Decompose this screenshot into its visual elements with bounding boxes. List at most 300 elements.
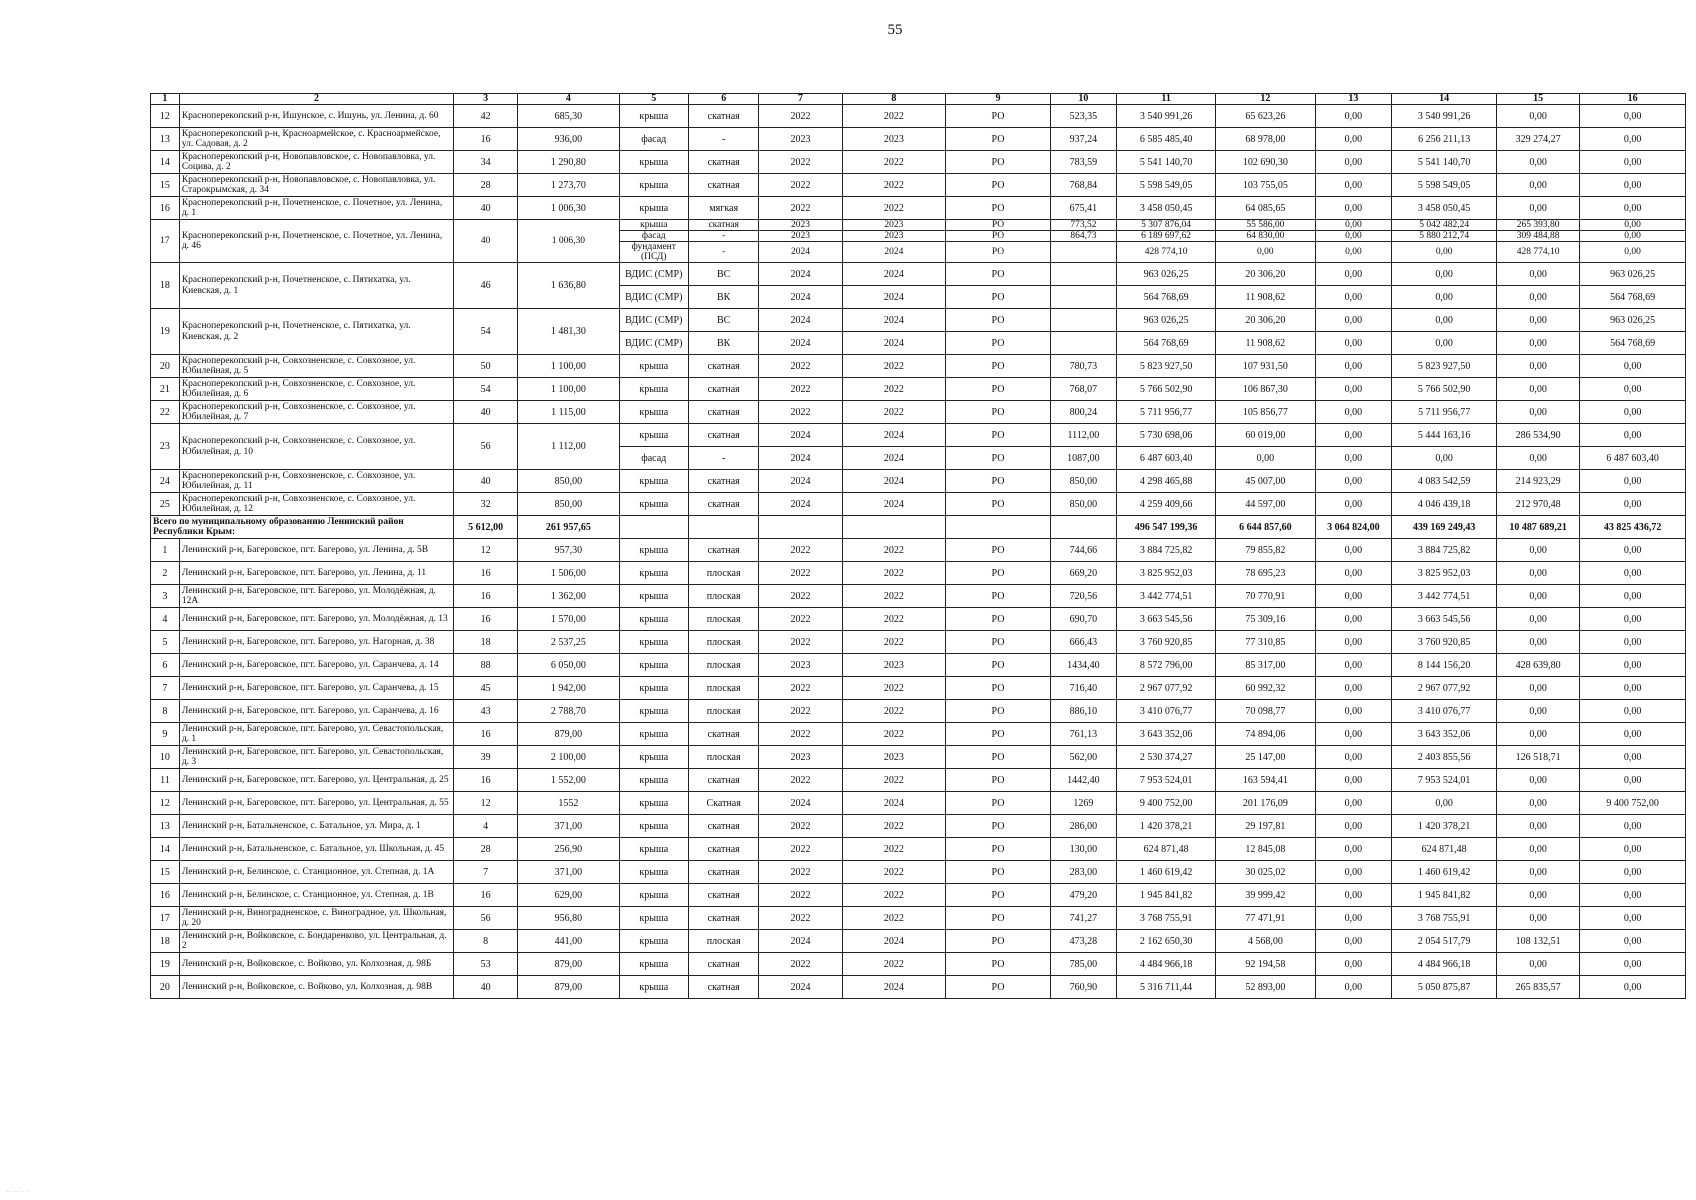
data-cell-14: 3 643 352,06 <box>1392 723 1497 746</box>
data-cell-6: плоская <box>688 562 758 585</box>
data-cell-9: РО <box>946 332 1051 355</box>
data-cell-5: фасад <box>619 447 688 470</box>
data-cell-12: 163 594,41 <box>1216 769 1315 792</box>
header-cell-13: 13 <box>1315 94 1392 105</box>
data-cell-6: скатная <box>688 723 758 746</box>
data-cell-5: крыша <box>619 769 688 792</box>
data-cell-9: РО <box>946 242 1051 263</box>
header-cell-7: 7 <box>759 94 842 105</box>
data-cell-12: 44 597,00 <box>1216 493 1315 516</box>
data-cell-16: 0,00 <box>1580 105 1686 128</box>
row-number: 12 <box>151 105 180 128</box>
data-cell-5: крыша <box>619 700 688 723</box>
data-cell-14: 3 442 774,51 <box>1392 585 1497 608</box>
data-cell-16: 564 768,69 <box>1580 286 1686 309</box>
area-cell: 371,00 <box>518 861 619 884</box>
data-cell-13: 0,00 <box>1315 493 1392 516</box>
apartments-cell: 16 <box>454 608 518 631</box>
data-cell-6: скатная <box>688 769 758 792</box>
apartments-cell: 45 <box>454 677 518 700</box>
data-cell-7: 2024 <box>759 309 842 332</box>
data-cell-10 <box>1050 309 1116 332</box>
data-cell-8: 2024 <box>842 470 946 493</box>
data-cell-9: РО <box>946 424 1051 447</box>
data-cell-11: 5 541 140,70 <box>1116 151 1215 174</box>
table-row <box>151 151 1686 174</box>
data-cell-11: 9 400 752,00 <box>1116 792 1215 815</box>
apartments-cell: 34 <box>454 151 518 174</box>
data-cell-5: крыша <box>619 401 688 424</box>
data-cell-10: 479,20 <box>1050 884 1116 907</box>
data-cell-11: 5 823 927,50 <box>1116 355 1215 378</box>
data-cell-15: 428 639,80 <box>1496 654 1579 677</box>
data-cell-6: скатная <box>688 378 758 401</box>
table-row <box>151 677 1686 700</box>
data-cell-9: РО <box>946 220 1051 231</box>
data-cell-14: 0,00 <box>1392 263 1497 286</box>
header-cell-14: 14 <box>1392 94 1497 105</box>
address-cell: Красноперекопский р-н, Почетненское, с. Почетное, ул. Ленина, д. 46 <box>179 220 453 263</box>
data-cell-7: 2024 <box>759 930 842 953</box>
row-number: 12 <box>151 792 180 815</box>
area-cell: 1552 <box>518 792 619 815</box>
data-cell-8: 2022 <box>842 953 946 976</box>
data-cell-13: 0,00 <box>1315 930 1392 953</box>
data-cell-9: РО <box>946 677 1051 700</box>
data-cell-9: РО <box>946 907 1051 930</box>
data-cell-12: 52 893,00 <box>1216 976 1315 999</box>
data-cell-15: 0,00 <box>1496 562 1579 585</box>
data-cell-8: 2023 <box>842 128 946 151</box>
data-cell-12: 45 007,00 <box>1216 470 1315 493</box>
data-cell-5: фасад <box>619 128 688 151</box>
data-cell-11: 1 460 619,42 <box>1116 861 1215 884</box>
data-cell-13: 0,00 <box>1315 976 1392 999</box>
header-cell-9: 9 <box>946 94 1051 105</box>
data-cell-5: крыша <box>619 608 688 631</box>
area-cell: 1 570,00 <box>518 608 619 631</box>
data-cell-11: 3 884 725,82 <box>1116 539 1215 562</box>
data-cell-13: 0,00 <box>1315 677 1392 700</box>
table-row <box>151 585 1686 608</box>
data-cell-7: 2024 <box>759 263 842 286</box>
data-cell-8: 2022 <box>842 815 946 838</box>
data-cell-13: 0,00 <box>1315 884 1392 907</box>
data-cell-15: 0,00 <box>1496 953 1579 976</box>
data-cell-5: крыша <box>619 792 688 815</box>
data-cell-5: ВДИС (СМР) <box>619 332 688 355</box>
address-cell: Красноперекопский р-н, Ишунское, с. Ишунь, ул. Ленина, д. 60 <box>179 105 453 128</box>
apartments-cell: 39 <box>454 746 518 769</box>
data-cell-12: 79 855,82 <box>1216 539 1315 562</box>
data-cell-7: 2022 <box>759 174 842 197</box>
data-cell-13: 0,00 <box>1315 815 1392 838</box>
data-cell-12: 74 894,06 <box>1216 723 1315 746</box>
data-cell-9: РО <box>946 930 1051 953</box>
data-cell-13: 0,00 <box>1315 792 1392 815</box>
data-cell-9: РО <box>946 263 1051 286</box>
data-cell-7: 2024 <box>759 493 842 516</box>
data-cell-11: 624 871,48 <box>1116 838 1215 861</box>
data-cell-9: РО <box>946 562 1051 585</box>
data-cell-10: 1434,40 <box>1050 654 1116 677</box>
data-cell-13: 0,00 <box>1315 723 1392 746</box>
data-cell-10: 130,00 <box>1050 838 1116 861</box>
data-cell-7: 2022 <box>759 769 842 792</box>
address-cell: Красноперекопский р-н, Новопавловское, с. Новопавловка, ул. Социва, д. 2 <box>179 151 453 174</box>
total-col15: 10 487 689,21 <box>1496 516 1579 539</box>
data-cell-5: крыша <box>619 562 688 585</box>
apartments-cell: 53 <box>454 953 518 976</box>
data-cell-6: скатная <box>688 907 758 930</box>
data-cell-10: 761,13 <box>1050 723 1116 746</box>
data-cell-14: 8 144 156,20 <box>1392 654 1497 677</box>
data-cell-8: 2024 <box>842 263 946 286</box>
area-cell: 1 362,00 <box>518 585 619 608</box>
data-cell-15: 0,00 <box>1496 378 1579 401</box>
data-cell-10: 716,40 <box>1050 677 1116 700</box>
table-row <box>151 309 1686 332</box>
data-cell-11: 8 572 796,00 <box>1116 654 1215 677</box>
data-cell-7: 2022 <box>759 838 842 861</box>
data-cell-8: 2024 <box>842 493 946 516</box>
data-cell-13: 0,00 <box>1315 631 1392 654</box>
data-cell-9: РО <box>946 151 1051 174</box>
row-number: 3 <box>151 585 180 608</box>
data-cell-8: 2022 <box>842 838 946 861</box>
data-cell-6: скатная <box>688 539 758 562</box>
data-cell-13: 0,00 <box>1315 197 1392 220</box>
data-cell-10: 937,24 <box>1050 128 1116 151</box>
data-cell-10: 744,66 <box>1050 539 1116 562</box>
data-cell-6: скатная <box>688 976 758 999</box>
data-cell-13: 0,00 <box>1315 332 1392 355</box>
data-cell-8: 2022 <box>842 608 946 631</box>
data-cell-12: 68 978,00 <box>1216 128 1315 151</box>
data-cell-11: 4 259 409,66 <box>1116 493 1215 516</box>
data-cell-7: 2024 <box>759 286 842 309</box>
data-cell-12: 60 019,00 <box>1216 424 1315 447</box>
data-cell-5: ВДИС (СМР) <box>619 286 688 309</box>
area-cell: 685,30 <box>518 105 619 128</box>
data-cell-10: 562,00 <box>1050 746 1116 769</box>
data-cell-10: 669,20 <box>1050 562 1116 585</box>
data-cell-10: 886,10 <box>1050 700 1116 723</box>
data-cell-5: крыша <box>619 654 688 677</box>
data-cell-8: 2022 <box>842 562 946 585</box>
area-cell: 850,00 <box>518 493 619 516</box>
area-cell: 1 006,30 <box>518 197 619 220</box>
address-cell: Ленинский р-н, Багеровское, пгт. Багерово, ул. Саранчева, д. 16 <box>179 700 453 723</box>
data-cell-13: 0,00 <box>1315 105 1392 128</box>
data-cell-12: 92 194,58 <box>1216 953 1315 976</box>
apartments-cell: 43 <box>454 700 518 723</box>
area-cell: 879,00 <box>518 976 619 999</box>
data-cell-7: 2022 <box>759 700 842 723</box>
table-row <box>151 493 1686 516</box>
data-cell-5: крыша <box>619 976 688 999</box>
data-cell-10: 800,24 <box>1050 401 1116 424</box>
data-cell-10: 1442,40 <box>1050 769 1116 792</box>
data-cell-11: 6 585 485,40 <box>1116 128 1215 151</box>
data-cell-14: 6 256 211,13 <box>1392 128 1497 151</box>
area-cell: 6 050,00 <box>518 654 619 677</box>
data-cell-14: 3 884 725,82 <box>1392 539 1497 562</box>
data-cell-12: 77 471,91 <box>1216 907 1315 930</box>
data-cell-16: 0,00 <box>1580 608 1686 631</box>
data-cell-9: РО <box>946 585 1051 608</box>
data-cell-9: РО <box>946 976 1051 999</box>
data-cell-15: 0,00 <box>1496 332 1579 355</box>
data-cell-12: 39 999,42 <box>1216 884 1315 907</box>
data-cell-9: РО <box>946 378 1051 401</box>
data-cell-7: 2022 <box>759 815 842 838</box>
total-col12: 6 644 857,60 <box>1216 516 1315 539</box>
data-cell-13: 0,00 <box>1315 562 1392 585</box>
data-cell-16: 0,00 <box>1580 242 1686 263</box>
data-cell-9: РО <box>946 654 1051 677</box>
apartments-cell: 8 <box>454 930 518 953</box>
table-row <box>151 723 1686 746</box>
table-row <box>151 263 1686 286</box>
table-row <box>151 838 1686 861</box>
table-row <box>151 700 1686 723</box>
data-cell-16: 0,00 <box>1580 723 1686 746</box>
data-cell-12: 65 623,26 <box>1216 105 1315 128</box>
data-cell-7: 2022 <box>759 861 842 884</box>
data-cell-7: 2022 <box>759 907 842 930</box>
data-cell-5: крыша <box>619 838 688 861</box>
table-row <box>151 197 1686 220</box>
data-cell-6: плоская <box>688 585 758 608</box>
data-cell-5: крыша <box>619 907 688 930</box>
row-number: 19 <box>151 309 180 355</box>
data-cell-9: РО <box>946 128 1051 151</box>
data-cell-12: 85 317,00 <box>1216 654 1315 677</box>
data-cell-10: 864,73 <box>1050 231 1116 242</box>
data-cell-16: 0,00 <box>1580 907 1686 930</box>
address-cell: Ленинский р-н, Багеровское, пгт. Багерово, ул. Ленина, д. 5В <box>179 539 453 562</box>
area-cell: 1 636,80 <box>518 263 619 309</box>
data-cell-10: 473,28 <box>1050 930 1116 953</box>
data-cell-12: 105 856,77 <box>1216 401 1315 424</box>
data-cell-13: 0,00 <box>1315 378 1392 401</box>
data-cell-16: 0,00 <box>1580 631 1686 654</box>
data-cell-14: 1 945 841,82 <box>1392 884 1497 907</box>
data-cell-15: 0,00 <box>1496 631 1579 654</box>
data-cell-14: 1 420 378,21 <box>1392 815 1497 838</box>
row-number: 16 <box>151 884 180 907</box>
data-cell-15: 214 923,29 <box>1496 470 1579 493</box>
data-cell-12: 60 992,32 <box>1216 677 1315 700</box>
data-cell-9: РО <box>946 105 1051 128</box>
row-number: 15 <box>151 861 180 884</box>
data-cell-13: 0,00 <box>1315 585 1392 608</box>
data-cell-14: 0,00 <box>1392 242 1497 263</box>
data-cell-7: 2022 <box>759 197 842 220</box>
row-number: 18 <box>151 930 180 953</box>
row-number: 13 <box>151 128 180 151</box>
data-cell-6: - <box>688 231 758 242</box>
data-cell-10: 1087,00 <box>1050 447 1116 470</box>
data-cell-15: 0,00 <box>1496 838 1579 861</box>
data-cell-9: РО <box>946 309 1051 332</box>
table-row <box>151 539 1686 562</box>
apartments-cell: 46 <box>454 263 518 309</box>
row-number: 2 <box>151 562 180 585</box>
data-cell-16: 0,00 <box>1580 976 1686 999</box>
address-cell: Ленинский р-н, Багеровское, пгт. Багерово, ул. Центральная, д. 25 <box>179 769 453 792</box>
data-cell-16: 0,00 <box>1580 231 1686 242</box>
data-cell-7: 2022 <box>759 105 842 128</box>
data-cell-11: 3 663 545,56 <box>1116 608 1215 631</box>
apartments-cell: 40 <box>454 220 518 263</box>
table-row <box>151 953 1686 976</box>
data-cell-8: 2024 <box>842 286 946 309</box>
address-cell: Красноперекопский р-н, Совхозненское, с. Совхозное, ул. Юбилейная, д. 5 <box>179 355 453 378</box>
address-cell: Красноперекопский р-н, Совхозненское, с. Совхозное, ул. Юбилейная, д. 7 <box>179 401 453 424</box>
data-cell-15: 265 835,57 <box>1496 976 1579 999</box>
data-cell-14: 3 540 991,26 <box>1392 105 1497 128</box>
data-cell-13: 0,00 <box>1315 746 1392 769</box>
data-cell-12: 77 310,85 <box>1216 631 1315 654</box>
data-cell-5: крыша <box>619 174 688 197</box>
scan-artifact: ·· ··· · · <box>6 1188 29 1196</box>
total-empty-6 <box>688 516 758 539</box>
data-cell-13: 0,00 <box>1315 861 1392 884</box>
data-cell-16: 0,00 <box>1580 654 1686 677</box>
data-cell-5: крыша <box>619 539 688 562</box>
header-cell-6: 6 <box>688 94 758 105</box>
table-row <box>151 631 1686 654</box>
data-cell-5: крыша <box>619 930 688 953</box>
data-cell-7: 2022 <box>759 953 842 976</box>
data-cell-6: скатная <box>688 105 758 128</box>
row-number: 20 <box>151 355 180 378</box>
data-cell-8: 2023 <box>842 654 946 677</box>
data-cell-11: 3 410 076,77 <box>1116 700 1215 723</box>
data-cell-11: 428 774,10 <box>1116 242 1215 263</box>
register-table <box>150 93 1686 999</box>
header-cell-3: 3 <box>454 94 518 105</box>
address-cell: Ленинский р-н, Багеровское, пгт. Багерово, ул. Саранчева, д. 14 <box>179 654 453 677</box>
table-row <box>151 792 1686 815</box>
data-cell-7: 2024 <box>759 470 842 493</box>
header-cell-5: 5 <box>619 94 688 105</box>
data-cell-9: РО <box>946 631 1051 654</box>
data-cell-8: 2024 <box>842 242 946 263</box>
row-number: 17 <box>151 220 180 263</box>
data-cell-15: 0,00 <box>1496 585 1579 608</box>
row-number: 23 <box>151 424 180 470</box>
data-cell-5: фундамент (ПСД) <box>619 242 688 263</box>
data-cell-15: 286 534,90 <box>1496 424 1579 447</box>
data-cell-8: 2022 <box>842 631 946 654</box>
data-cell-5: крыша <box>619 470 688 493</box>
area-cell: 1 100,00 <box>518 355 619 378</box>
data-cell-15: 265 393,80 <box>1496 220 1579 231</box>
data-cell-7: 2024 <box>759 792 842 815</box>
data-cell-10: 768,84 <box>1050 174 1116 197</box>
data-cell-11: 3 643 352,06 <box>1116 723 1215 746</box>
data-cell-13: 0,00 <box>1315 220 1392 231</box>
data-cell-5: крыша <box>619 197 688 220</box>
table-row <box>151 976 1686 999</box>
address-cell: Ленинский р-н, Багеровское, пгт. Багерово, ул. Нагорная, д. 38 <box>179 631 453 654</box>
area-cell: 1 112,00 <box>518 424 619 470</box>
data-cell-16: 0,00 <box>1580 815 1686 838</box>
data-cell-12: 0,00 <box>1216 242 1315 263</box>
area-cell: 1 115,00 <box>518 401 619 424</box>
data-cell-6: скатная <box>688 174 758 197</box>
data-cell-15: 0,00 <box>1496 151 1579 174</box>
data-cell-14: 3 663 545,56 <box>1392 608 1497 631</box>
data-cell-6: плоская <box>688 746 758 769</box>
data-cell-6: плоская <box>688 608 758 631</box>
data-cell-8: 2022 <box>842 677 946 700</box>
data-cell-16: 0,00 <box>1580 769 1686 792</box>
header-cell-16: 16 <box>1580 94 1686 105</box>
data-cell-5: крыша <box>619 746 688 769</box>
data-cell-7: 2022 <box>759 539 842 562</box>
data-cell-10: 690,70 <box>1050 608 1116 631</box>
data-cell-15: 0,00 <box>1496 309 1579 332</box>
table-row <box>151 884 1686 907</box>
data-cell-5: крыша <box>619 105 688 128</box>
row-number: 10 <box>151 746 180 769</box>
data-cell-6: скатная <box>688 884 758 907</box>
table-row <box>151 746 1686 769</box>
data-cell-7: 2022 <box>759 562 842 585</box>
data-cell-7: 2022 <box>759 151 842 174</box>
apartments-cell: 54 <box>454 378 518 401</box>
data-cell-16: 0,00 <box>1580 746 1686 769</box>
data-cell-6: ВК <box>688 286 758 309</box>
data-cell-12: 25 147,00 <box>1216 746 1315 769</box>
row-number: 11 <box>151 769 180 792</box>
data-cell-5: крыша <box>619 585 688 608</box>
address-cell: Ленинский р-н, Белинское, с. Станционное, ул. Степная, д. 1А <box>179 861 453 884</box>
data-cell-13: 0,00 <box>1315 231 1392 242</box>
address-cell: Ленинский р-н, Войковское, с. Войково, ул. Колхозная, д. 98В <box>179 976 453 999</box>
row-number: 21 <box>151 378 180 401</box>
address-cell: Ленинский р-н, Батальненское, с. Батальное, ул. Школьная, д. 45 <box>179 838 453 861</box>
data-cell-15: 0,00 <box>1496 861 1579 884</box>
area-cell: 1 273,70 <box>518 174 619 197</box>
data-cell-5: крыша <box>619 378 688 401</box>
apartments-cell: 28 <box>454 174 518 197</box>
row-number: 25 <box>151 493 180 516</box>
row-number: 4 <box>151 608 180 631</box>
row-number: 6 <box>151 654 180 677</box>
table-row <box>151 401 1686 424</box>
data-cell-16: 6 487 603,40 <box>1580 447 1686 470</box>
apartments-cell: 7 <box>454 861 518 884</box>
data-cell-15: 212 970,48 <box>1496 493 1579 516</box>
page-number: 55 <box>887 22 903 38</box>
total-empty-5 <box>619 516 688 539</box>
data-cell-15: 0,00 <box>1496 700 1579 723</box>
data-cell-15: 0,00 <box>1496 447 1579 470</box>
total-label: Всего по муниципальному образованию Ленинский район Республики Крым: <box>151 516 454 539</box>
data-cell-13: 0,00 <box>1315 151 1392 174</box>
data-cell-15: 0,00 <box>1496 884 1579 907</box>
apartments-cell: 16 <box>454 884 518 907</box>
area-cell: 629,00 <box>518 884 619 907</box>
data-cell-8: 2022 <box>842 378 946 401</box>
data-cell-13: 0,00 <box>1315 769 1392 792</box>
data-cell-13: 0,00 <box>1315 355 1392 378</box>
